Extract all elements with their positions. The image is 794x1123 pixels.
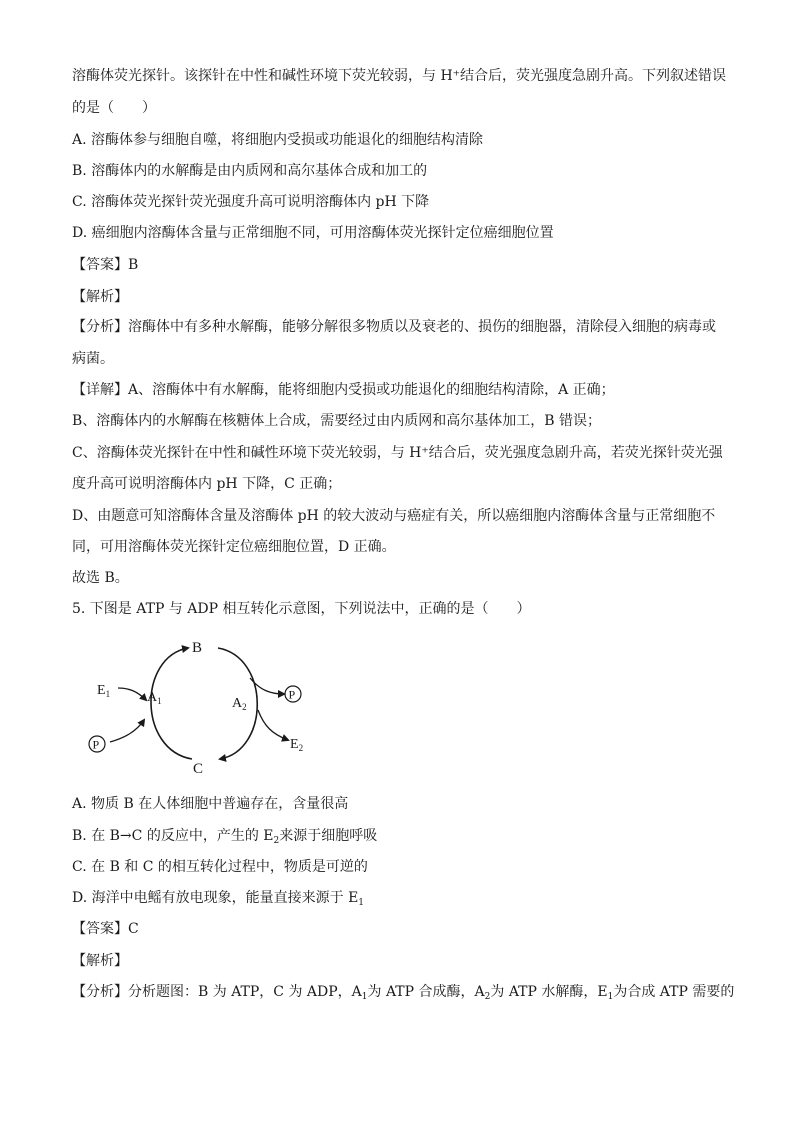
q4-option-c: C. 溶酶体荧光探针荧光强度升高可说明溶酶体内 pH 下降 — [72, 194, 430, 210]
q5-stem: 5. 下图是 ATP 与 ADP 相互转化示意图，下列说法中，正确的是（ ） — [72, 601, 531, 617]
q4-option-d: D. 癌细胞内溶酶体含量与正常细胞不同，可用溶酶体荧光探针定位癌细胞位置 — [72, 225, 554, 241]
q4-stem-line-1: 溶酶体荧光探针。该探针在中性和碱性环境下荧光较弱，与 H⁺结合后，荧光强度急剧升高。下列叙述错误 — [72, 68, 727, 84]
q5-option-c: C. 在 B 和 C 的相互转化过程中，物质是可逆的 — [72, 859, 368, 875]
q5-option-d: D. 海洋中电鳐有放电现象，能量直接来源于 $E_1$ — [72, 890, 365, 908]
q4-xiangjie-line-6: 同，可用溶酶体荧光探针定位癌细胞位置，D 正确。 — [72, 539, 396, 555]
q4-fenxi-line-2: 病菌。 — [72, 351, 114, 367]
e1-input-arrow — [118, 688, 146, 700]
label-b: B — [192, 640, 203, 656]
q4-xiangjie-line-1: 【详解】A、溶酶体中有水解酶，能将细胞内受损或功能退化的细胞结构清除，A 正确； — [72, 382, 615, 398]
label-a1: $A_1$ — [147, 690, 162, 706]
q4-analysis-label: 【解析】 — [72, 289, 128, 305]
q4-stem-line-2: 的是（ ） — [72, 100, 156, 116]
q4-fenxi-line-1: 【分析】溶酶体中有多种水解酶，能够分解很多物质以及衰老的、损伤的细胞器，清除侵入细胞的病毒或 — [72, 319, 716, 335]
p-input-circle — [89, 736, 105, 752]
e2-output-arrow — [258, 710, 288, 740]
q5-answer: 【答案】C — [72, 921, 139, 937]
q4-answer: 【答案】B — [72, 257, 139, 273]
q4-conclusion: 故选 B。 — [72, 570, 129, 586]
q4-option-b: B. 溶酶体内的水解酶是由内质网和高尔基体合成和加工的 — [72, 163, 428, 179]
q5-fenxi-line: 【分析】分析题图：B 为 ATP，C 为 ADP，$A_1$为 ATP 合成酶，$A_2$为 ATP 水解酶，$E_1$为合成 ATP 需要的 — [72, 984, 735, 1002]
q5-option-a: A. 物质 B 在人体细胞中普遍存在，含量很高 — [72, 796, 349, 812]
q4-xiangjie-line-4: 度升高可说明溶酶体内 pH 下降，C 正确； — [72, 476, 342, 492]
label-e1: $E_1$ — [97, 683, 111, 699]
label-a2: $A_2$ — [232, 696, 247, 712]
svg-text:P: P — [92, 737, 100, 752]
q4-xiangjie-line-3: C、溶酶体荧光探针在中性和碱性环境下荧光较弱，与 H⁺结合后，荧光强度急剧升高，若荧光探针荧光强 — [72, 445, 723, 461]
label-e2: $E_2$ — [290, 737, 304, 753]
atp-adp-cycle-diagram — [80, 630, 340, 780]
q4-xiangjie-line-5: D、由题意可知溶酶体含量及溶酶体 pH 的较大波动与癌症有关，所以癌细胞内溶酶体含量与正常细胞不 — [72, 508, 716, 524]
p-input-arrow — [110, 720, 144, 742]
p-output-circle — [285, 686, 301, 702]
q5-analysis-label: 【解析】 — [72, 953, 128, 969]
q4-option-a: A. 溶酶体参与细胞自噬，将细胞内受损或功能退化的细胞结构清除 — [72, 132, 484, 148]
q4-xiangjie-line-2: B、溶酶体内的水解酶在核糖体上合成，需要经过由内质网和高尔基体加工，B 错误； — [72, 413, 602, 429]
label-c: C — [193, 761, 204, 777]
q5-option-b: B. 在 B→C 的反应中，产生的 $E_2$来源于细胞呼吸 — [72, 828, 378, 846]
svg-text:P: P — [288, 687, 296, 702]
